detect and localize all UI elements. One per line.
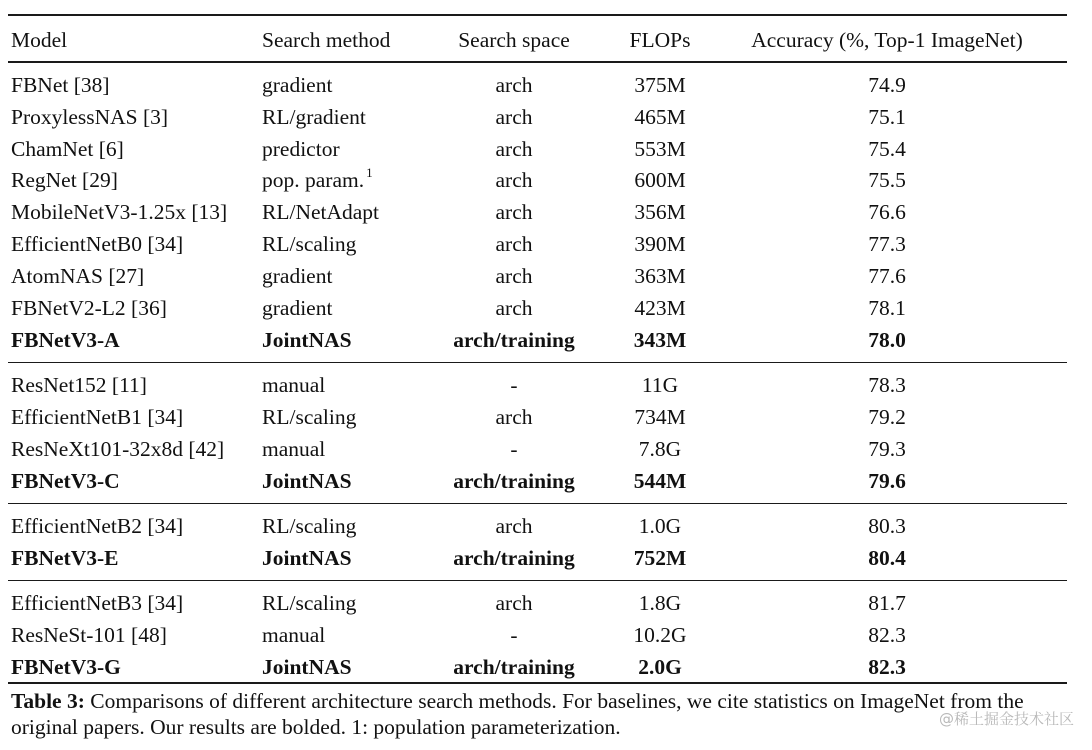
cell-search-space: arch bbox=[495, 168, 533, 192]
table-row bbox=[0, 401, 1092, 433]
table-row bbox=[0, 651, 1092, 683]
cell-search-space: arch bbox=[495, 296, 533, 320]
cell-search-method: RL/scaling bbox=[262, 232, 357, 256]
cell-accuracy: 77.3 bbox=[868, 232, 906, 256]
cell-search-space: arch/training bbox=[453, 328, 575, 352]
table-caption bbox=[11, 688, 1073, 740]
cell-flops: 343M bbox=[633, 328, 687, 352]
cell-search-method: gradient bbox=[262, 73, 333, 97]
cell-search-space: arch bbox=[495, 264, 533, 288]
cell-search-method: RL/gradient bbox=[262, 105, 366, 129]
cell-search-space: arch bbox=[495, 73, 533, 97]
cell-search-method: RL/NetAdapt bbox=[262, 200, 380, 224]
header-flops: FLOPs bbox=[629, 28, 691, 52]
cell-search-method: JointNAS bbox=[262, 546, 352, 570]
cell-search-method: manual bbox=[262, 373, 326, 397]
table-row bbox=[0, 292, 1092, 324]
cell-flops: 10.2G bbox=[633, 623, 687, 647]
cell-search-space: - bbox=[510, 623, 518, 647]
header-search-space: Search space bbox=[458, 28, 570, 52]
table-row bbox=[0, 101, 1092, 133]
cell-model: ResNeSt-101 [48] bbox=[11, 623, 167, 647]
cell-flops: 363M bbox=[634, 264, 686, 288]
cell-model: FBNetV2-L2 [36] bbox=[11, 296, 167, 320]
cell-model: ChamNet [6] bbox=[11, 137, 124, 161]
cell-model: EfficientNetB2 [34] bbox=[11, 514, 184, 538]
cell-flops: 356M bbox=[634, 200, 686, 224]
cell-model: EfficientNetB0 [34] bbox=[11, 232, 184, 256]
cell-flops: 752M bbox=[633, 546, 687, 570]
table-row bbox=[0, 260, 1092, 292]
cell-flops: 544M bbox=[633, 469, 687, 493]
cell-accuracy: 75.1 bbox=[868, 105, 906, 129]
cell-search-space: - bbox=[510, 437, 518, 461]
cell-model: EfficientNetB1 [34] bbox=[11, 405, 184, 429]
table-row bbox=[0, 587, 1092, 619]
cell-accuracy: 79.2 bbox=[868, 405, 906, 429]
cell-model: ProxylessNAS [3] bbox=[11, 105, 169, 129]
cell-model: FBNetV3-G bbox=[11, 655, 121, 679]
cell-flops: 2.0G bbox=[638, 655, 682, 679]
cell-model: RegNet [29] bbox=[11, 168, 118, 192]
cell-model: FBNetV3-E bbox=[11, 546, 119, 570]
cell-search-method: manual bbox=[262, 623, 326, 647]
cell-flops: 390M bbox=[634, 232, 686, 256]
cell-accuracy: 76.6 bbox=[868, 200, 906, 224]
table-row bbox=[0, 324, 1092, 356]
cell-search-method: RL/scaling bbox=[262, 591, 357, 615]
cell-search-method: manual bbox=[262, 437, 326, 461]
group-rule bbox=[8, 503, 1067, 504]
header-rule bbox=[8, 61, 1067, 63]
cell-search-method: pop. param. $^1$ bbox=[262, 165, 373, 192]
table-row bbox=[0, 228, 1092, 260]
cell-search-method: predictor bbox=[262, 137, 340, 161]
top-rule bbox=[8, 14, 1067, 16]
caption-text: Comparisons of different architecture search methods. For baselines, we cite statistics on ImageNet from the original papers. Our results are bolded. 1: population parameterization. bbox=[11, 689, 1024, 739]
cell-model: ResNeXt101-32x8d [42] bbox=[11, 437, 225, 461]
caption-label: Table 3: bbox=[11, 689, 85, 713]
cell-accuracy: 78.0 bbox=[868, 328, 906, 352]
cell-flops: 734M bbox=[634, 405, 686, 429]
cell-accuracy: 77.6 bbox=[868, 264, 906, 288]
cell-search-method: gradient bbox=[262, 296, 333, 320]
cell-flops: 553M bbox=[634, 137, 686, 161]
table-row bbox=[0, 433, 1092, 465]
group-rule bbox=[8, 580, 1067, 581]
cell-accuracy: 82.3 bbox=[868, 655, 906, 679]
table-row bbox=[0, 196, 1092, 228]
cell-accuracy: 79.3 bbox=[868, 437, 906, 461]
cell-model: EfficientNetB3 [34] bbox=[11, 591, 184, 615]
cell-flops: 423M bbox=[634, 296, 686, 320]
header-model: Model bbox=[11, 28, 68, 52]
footnote-marker: 1 bbox=[366, 165, 373, 180]
cell-accuracy: 82.3 bbox=[868, 623, 906, 647]
cell-search-space: arch bbox=[495, 137, 533, 161]
cell-accuracy: 79.6 bbox=[868, 469, 906, 493]
cell-search-method: RL/scaling bbox=[262, 405, 357, 429]
cell-search-method: RL/scaling bbox=[262, 514, 357, 538]
watermark: @稀土掘金技术社区 bbox=[938, 710, 1074, 728]
cell-search-method: JointNAS bbox=[262, 469, 352, 493]
table-row bbox=[0, 164, 1092, 196]
cell-search-method: JointNAS bbox=[262, 328, 352, 352]
cell-flops: 7.8G bbox=[638, 437, 682, 461]
cell-accuracy: 78.3 bbox=[868, 373, 906, 397]
cell-search-space: arch/training bbox=[453, 469, 575, 493]
cell-accuracy: 80.3 bbox=[868, 514, 906, 538]
header-search-method: Search method bbox=[262, 28, 391, 52]
cell-model: FBNet [38] bbox=[11, 73, 110, 97]
header-accuracy: Accuracy (%, Top-1 ImageNet) bbox=[751, 28, 1023, 52]
cell-model: AtomNAS [27] bbox=[11, 264, 145, 288]
cell-search-space: - bbox=[510, 373, 518, 397]
cell-search-space: arch bbox=[495, 105, 533, 129]
cell-flops: 600M bbox=[634, 168, 686, 192]
table-row bbox=[0, 510, 1092, 542]
cell-search-space: arch/training bbox=[453, 546, 575, 570]
cell-search-method: JointNAS bbox=[262, 655, 352, 679]
cell-flops: 11G bbox=[641, 373, 679, 397]
cell-model: FBNetV3-A bbox=[11, 328, 120, 352]
cell-model: FBNetV3-C bbox=[11, 469, 120, 493]
cell-accuracy: 75.5 bbox=[868, 168, 906, 192]
cell-search-space: arch bbox=[495, 405, 533, 429]
cell-model: ResNet152 [11] bbox=[11, 373, 147, 397]
cell-accuracy: 74.9 bbox=[868, 73, 906, 97]
cell-flops: 465M bbox=[634, 105, 686, 129]
cell-accuracy: 81.7 bbox=[868, 591, 906, 615]
table-row bbox=[0, 542, 1092, 574]
group-rule bbox=[8, 362, 1067, 363]
table-row bbox=[0, 619, 1092, 651]
cell-search-space: arch bbox=[495, 232, 533, 256]
cell-search-space: arch bbox=[495, 591, 533, 615]
table-row bbox=[0, 369, 1092, 401]
cell-search-method: gradient bbox=[262, 264, 333, 288]
cell-accuracy: 75.4 bbox=[868, 137, 906, 161]
cell-flops: 1.8G bbox=[638, 591, 682, 615]
cell-search-space: arch bbox=[495, 514, 533, 538]
cell-flops: 375M bbox=[634, 73, 686, 97]
bottom-rule bbox=[8, 682, 1067, 684]
cell-search-space: arch/training bbox=[453, 655, 575, 679]
table-row bbox=[0, 133, 1092, 165]
cell-model: MobileNetV3-1.25x [13] bbox=[11, 200, 228, 224]
cell-search-space: arch bbox=[495, 200, 533, 224]
table-row bbox=[0, 69, 1092, 101]
table-header-row bbox=[0, 24, 1092, 56]
cell-accuracy: 80.4 bbox=[868, 546, 906, 570]
cell-flops: 1.0G bbox=[638, 514, 682, 538]
cell-accuracy: 78.1 bbox=[868, 296, 906, 320]
table-row bbox=[0, 465, 1092, 497]
